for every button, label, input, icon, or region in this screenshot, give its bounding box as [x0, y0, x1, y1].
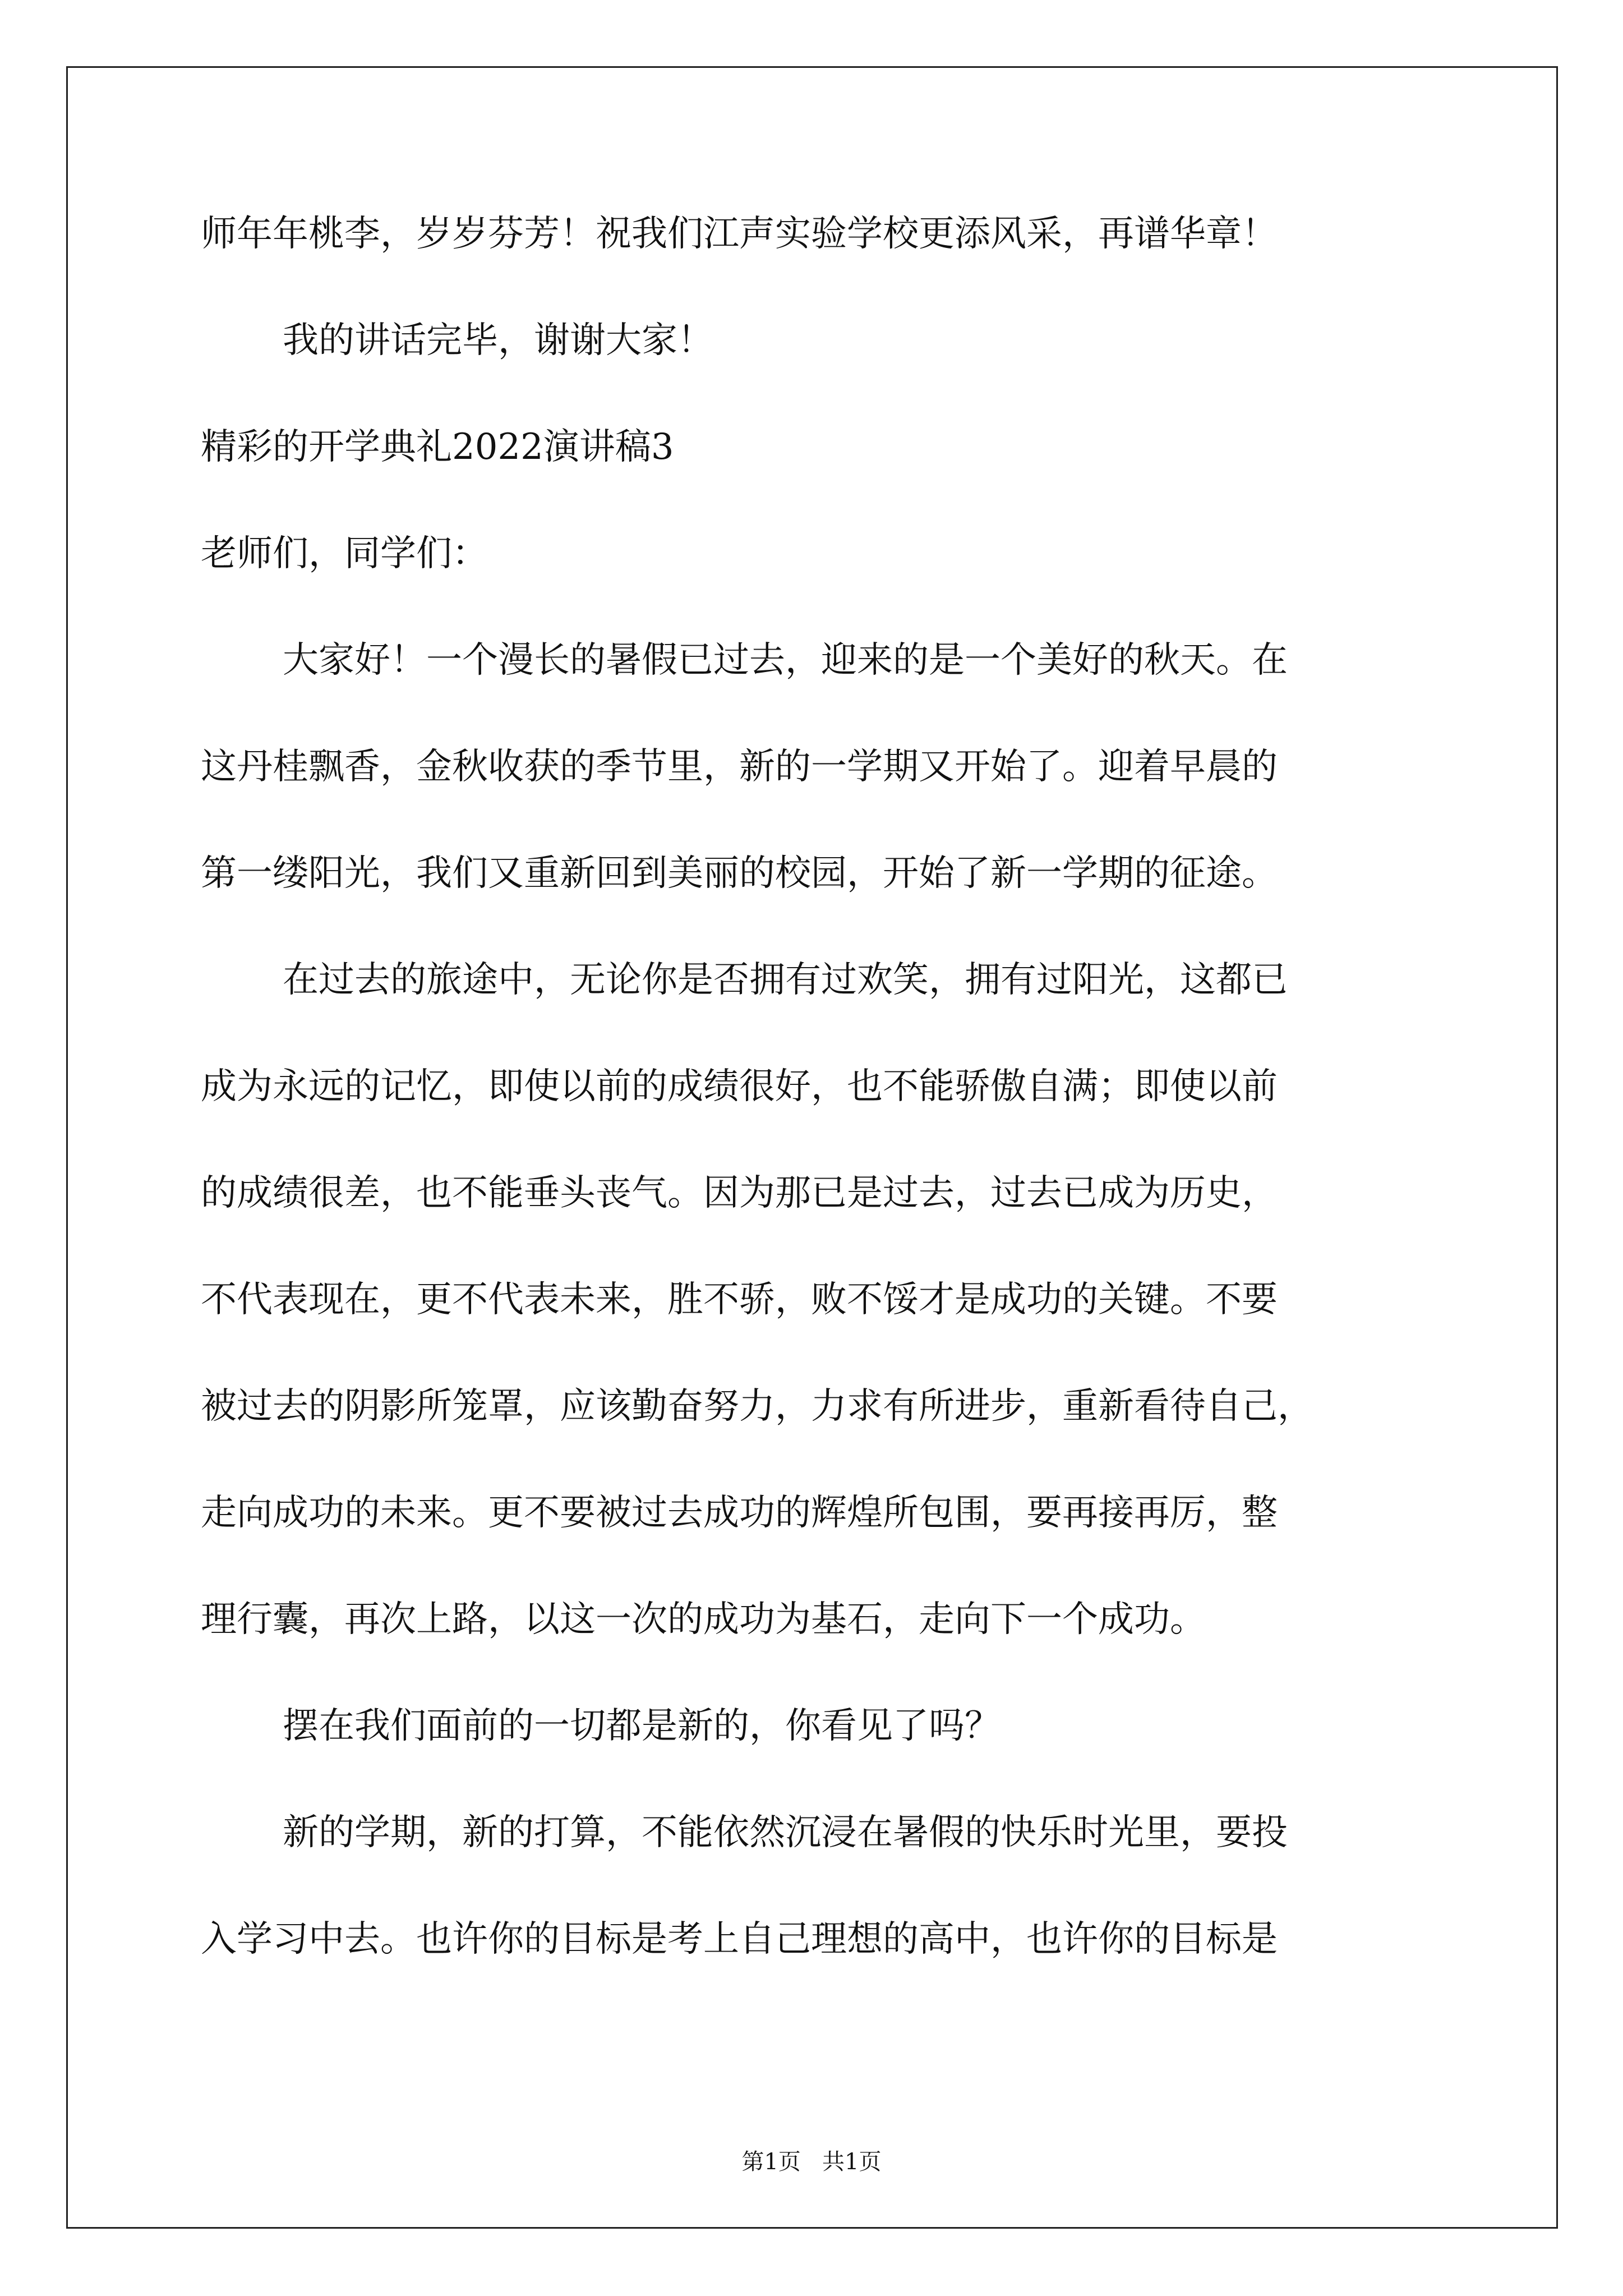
- text-line: 成为永远的记忆，即使以前的成绩很好，也不能骄傲自满；即使以前: [201, 1066, 1278, 1107]
- section-title: 精彩的开学典礼2022演讲稿3: [201, 426, 674, 468]
- text-line: 不代表现在，更不代表未来，胜不骄，败不馁才是成功的关键。不要: [201, 1279, 1278, 1320]
- text-line: 理行囊，再次上路，以这一次的成功为基石，走向下一个成功。: [201, 1599, 1206, 1640]
- text-line: 师年年桃李，岁岁芬芳！祝我们江声实验学校更添风采，再谱华章！: [201, 213, 1278, 255]
- page-number-footer: 第1页 共1页: [741, 2149, 882, 2175]
- text-line: 新的学期，新的打算，不能依然沉浸在暑假的快乐时光里，要投: [283, 1812, 1288, 1853]
- text-line: 摆在我们面前的一切都是新的，你看见了吗？: [283, 1705, 1000, 1747]
- text-line: 这丹桂飘香，金秋收获的季节里，新的一学期又开始了。迎着早晨的: [201, 746, 1278, 788]
- text-line: 走向成功的未来。更不要被过去成功的辉煌所包围，要再接再厉，整: [201, 1492, 1278, 1534]
- text-line: 大家好！一个漫长的暑假已过去，迎来的是一个美好的秋天。在: [283, 639, 1288, 681]
- text-line: 入学习中去。也许你的目标是考上自己理想的高中，也许你的目标是: [201, 1918, 1278, 1960]
- salutation: 老师们，同学们：: [201, 533, 488, 574]
- text-line: 第一缕阳光，我们又重新回到美丽的校园，开始了新一学期的征途。: [201, 853, 1278, 894]
- text-line: 的成绩很差，也不能垂头丧气。因为那已是过去，过去已成为历史，: [201, 1172, 1278, 1214]
- text-line: 我的讲话完毕，谢谢大家！: [283, 320, 713, 361]
- page-border: [66, 66, 1558, 2229]
- text-line: 在过去的旅途中，无论你是否拥有过欢笑，拥有过阳光，这都已: [283, 959, 1288, 1001]
- text-line: 被过去的阴影所笼罩，应该勤奋努力，力求有所进步，重新看待自己，: [201, 1386, 1313, 1427]
